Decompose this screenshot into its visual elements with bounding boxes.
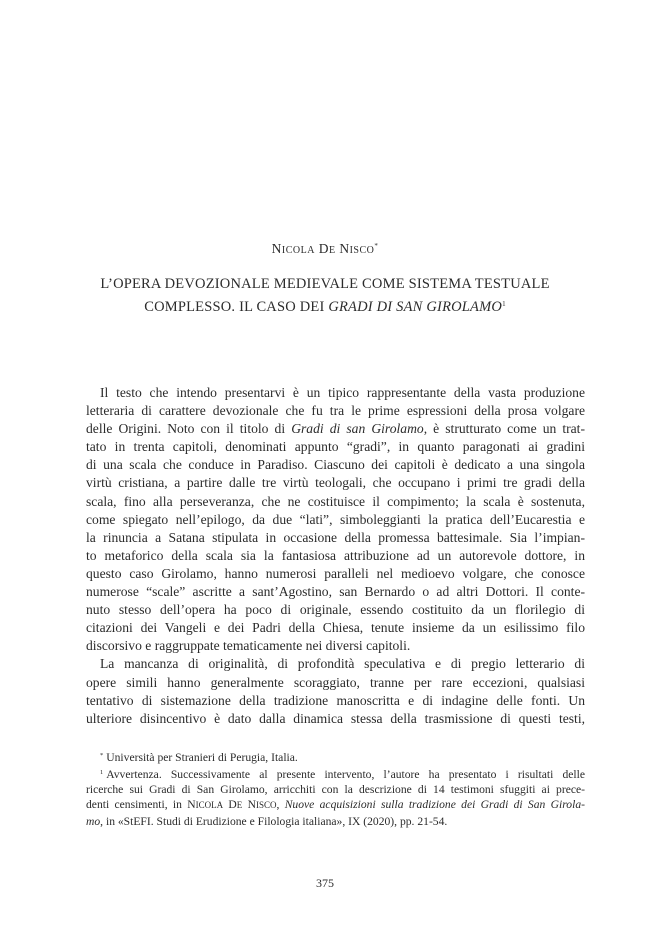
- text-line: opere simili hanno generalmente scoraggiato, tranne per rare eccezioni, qualsiasi: [86, 674, 585, 690]
- text-line: la rinuncia a Satana stipulata in occasione della promessa battesimale. Sia l’impian-: [86, 529, 585, 545]
- footnote-text: denti censimenti, in: [86, 798, 188, 812]
- author-initial: N: [271, 241, 282, 256]
- author-rest: ICOLA: [281, 245, 315, 256]
- cited-title: mo: [86, 814, 101, 828]
- cited-title: Nuove acquisizioni sulla tradizione dei Gradi di San Girola-: [284, 798, 585, 812]
- text-line: come spiegato nell’epilogo, da due “lati”, simboleggianti la pratica dell’Eucarestia e: [86, 511, 585, 527]
- author-rest: E: [328, 245, 336, 256]
- footnote-mark: *: [100, 752, 104, 759]
- text-line: La mancanza di originalità, di profondità speculativa e di pregio letterario di: [100, 656, 585, 672]
- footnote-line: [86, 748, 585, 765]
- title-italic: GRADI DI SAN GIROLAMO: [328, 299, 503, 315]
- text-line: to metaforico della scala sia la fantasiosa attribuzione ad un autorevole dottore, in: [86, 547, 585, 563]
- text-line: nuto stesso dell’opera ha poco di originale, essendo costituito da un florilegio di: [86, 602, 585, 618]
- author-initial: N: [187, 798, 196, 812]
- footnote-text: Avvertenza. Successivamente al presente intervento, l’autore ha presentato i risultati delle: [106, 768, 585, 781]
- italic-title: Gradi di san Girolamo: [291, 421, 424, 437]
- text-line: Il testo che intendo presentarvi è un tipico rappresentante della vasta produzione: [100, 385, 585, 400]
- text-line: di una scala che conduce in Paradiso. Ciascuno dei capitoli è dedicato a una singola: [86, 457, 585, 473]
- text-line: scala, fino alla perseveranza, che ne costituisce il compimento; la scala è sostenuta,: [86, 493, 585, 509]
- footnote-line: denti censimenti, in NICOLA DE NISCO, Nuove acquisizioni sulla tradizione dei Gradi di San Girola-: [86, 798, 585, 812]
- author-rest: E: [236, 800, 243, 811]
- footnote-affiliation: [86, 748, 585, 765]
- title-text: COMPLESSO. IL CASO DEI: [144, 299, 329, 315]
- author-initial: N: [339, 241, 350, 256]
- page-number: 375: [316, 876, 334, 890]
- text-line: tentativo di sistemazione della tradizione manoscritta e di indagine delle fonti. Un: [86, 692, 585, 708]
- footnote-1: [86, 765, 585, 829]
- body-text: [86, 384, 585, 728]
- title-line: L’OPERA DEVOZIONALE MEDIEVALE COME SISTEMA TESTUALE: [100, 276, 550, 292]
- text-line: [86, 420, 585, 438]
- text-line: ulteriore disincentivo è dato dalla dinamica stessa della trasmissione di questi testi,: [86, 710, 585, 726]
- author-initial: N: [247, 798, 256, 812]
- article-title: [60, 274, 590, 317]
- text-line: virtù cristiana, a partire dalle tre virtù teologali, che occupano i primi tre gradi della: [86, 475, 585, 491]
- author-rest: ICOLA: [195, 800, 224, 811]
- text-line: tato in trenta capitoli, denominati appunto “gradi”, in quanto paragonati ai gradini: [86, 439, 585, 455]
- text-line: discorsivo e raggruppate tematicamente nei diversi capitoli.: [86, 638, 411, 654]
- title-footnote-mark: 1: [502, 300, 506, 308]
- text-segment: , è strutturato come un trat-: [423, 421, 585, 437]
- footnote-line: [86, 814, 585, 829]
- author-initial: D: [228, 798, 237, 812]
- text-line: questo caso Girolamo, hanno numerosi paralleli nel medioevo volgare, che conosce: [86, 565, 585, 581]
- text-line: letteraria di carattere devozionale che fu tra le prime espressioni della prosa volgare: [86, 403, 585, 419]
- footnote-text: , in «StEFI. Studi di Erudizione e Filologia italiana», IX (2020), pp. 21-54.: [100, 814, 448, 828]
- footnote-line: [86, 765, 585, 782]
- footnote-text: Università per Stranieri di Perugia, Italia.: [106, 751, 298, 764]
- text-line: numerose “scale” ascritte a sant’Agostino, san Bernardo o ad altri Dottori. Il conte-: [86, 584, 585, 600]
- author-initial: D: [318, 241, 329, 256]
- title-line: [60, 294, 590, 317]
- footnote-line: ricerche sui Gradi di San Girolamo, arricchiti con la descrizione di 14 testimoni sfuggiti ai prece-: [86, 783, 585, 797]
- author-rest: ISCO: [349, 245, 375, 256]
- author-rest: ISCO: [255, 800, 277, 811]
- author-footnote-mark: *: [374, 242, 379, 250]
- text-line: citazioni dei Vangeli e dei Padri della Chiesa, tenute insieme da un esilissimo filo: [86, 620, 585, 636]
- text-segment: delle Origini. Noto con il titolo di: [86, 421, 292, 437]
- author-name: [0, 241, 650, 257]
- footnote-mark: 1: [100, 769, 104, 776]
